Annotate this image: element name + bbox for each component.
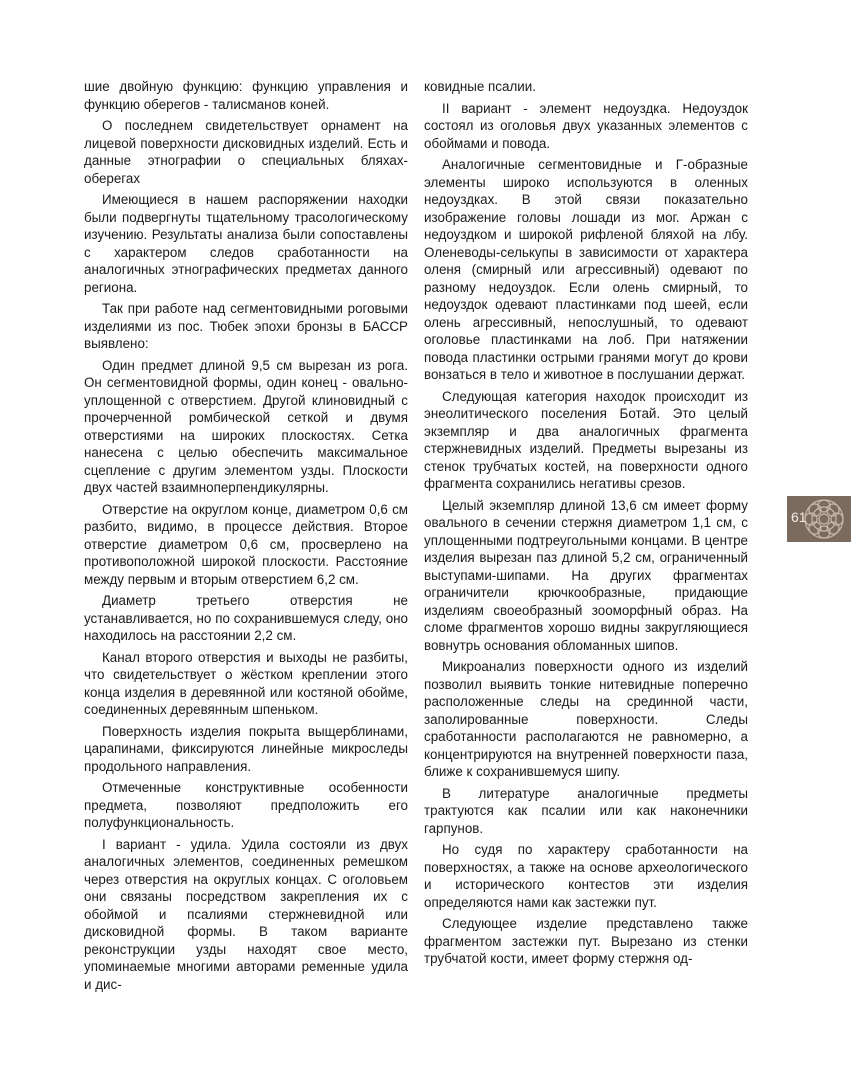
paragraph: Следующее изделие представлено также фрагментом застежки пут. Вырезано из стенки трубчатой кости, имеет форму стержня од- bbox=[424, 916, 748, 966]
paragraph: Аналогичные сегментовидные и Г-образные элементы широко используются в оленных недоуздках. В этой связи показательно изображение головы лошади из мог. Аржан с недоуздком и широкой рифленой бляхой на лбу. Оленеводы-селькупы в зависимости от характера оленя (смирный или агрессивный) одевают по разному недоуздок. Если олень смирный, то недоуздок одевают пластинками под шеей, если олень агрессивный, непослушный, то одевают оголовье пластинками на лоб. При натяжении повода пластинки острыми гранями могут до крови вонзаться в тело и животное в послушании держат. bbox=[424, 157, 748, 382]
paragraph: Имеющиеся в нашем распоряжении находки были подвергнуты тщательному трасологическому изучению. Результаты анализа были сопоставлены с характером следов сработанности на аналогичных этнографических предметах данного региона. bbox=[84, 192, 408, 295]
paragraph: Следующая категория находок происходит из энеолитического поселения Ботай. Это целый экземпляр и два аналогичных фрагмента стержневидных изделий. Предметы вырезаны из стенок трубчатых костей, на поверхности одного фрагмента сохранились негативы срезов. bbox=[424, 388, 748, 491]
paragraph: Целый экземпляр длиной 13,6 см имеет форму овального в сечении стержня диаметром 1,1 см, с уплощенными подтреугольными концами. В центре изделия вырезан паз длиной 5,2 см, ограниченный выступами-шипами. На других фрагментах ограничители крючкообразные, придающие изделиям своеобразный зооморфный образ. На сломе фрагментов хорошо видны закругляющиеся вовнутрь основания обломанных шипов. bbox=[424, 497, 748, 653]
rosette-ornament-icon bbox=[803, 498, 845, 540]
paragraph: Так при работе над сегментовидными роговыми изделиями из пос. Тюбек эпохи бронзы в БАССР выявлено: bbox=[84, 301, 408, 351]
paragraph: Отмеченные конструктивные особенности предмета, позволяют предположить его полуфункциональность. bbox=[84, 780, 408, 830]
left-text-column bbox=[84, 78, 408, 997]
paragraph: Канал второго отверстия и выходы не разбиты, что свидетельствует о жёстком креплении этого конца изделия в деревянной или костяной обойме, соединенных деревянным шпеньком. bbox=[84, 649, 408, 717]
paragraph: Диаметр третьего отверстия не устанавливается, но по сохранившемуся следу, оно находилось на расстоянии 2,2 см. bbox=[84, 593, 408, 643]
paragraph: I вариант - удила. Удила состояли из двух аналогичных элементов, соединенных ремешком через отверстия на округлых концах. С оголовьем они связаны посредством закрепления их с обоймой и псалиями стержневидной или дисковидной формы. В таком варианте реконструкции узды находят свое место, упоминаемые многими авторами ременные удила и дис- bbox=[84, 836, 408, 992]
paragraph: Микроанализ поверхности одного из изделий позволил выявить тонкие нитевидные поперечно расположенные следы на срединной части, заполированные поверхности. Следы сработанности располагаются не равномерно, а концентрируются на внутренней поверхности паза, ближе к сохранившемуся шипу. bbox=[424, 659, 748, 779]
page-number: 61 bbox=[791, 509, 807, 525]
paragraph: Но судя по характеру сработанности на поверхностях, а также на основе археологического и исторического контестов эти изделия определяются нами как застежки пут. bbox=[424, 842, 748, 910]
paragraph: ковидные псалии. bbox=[424, 79, 536, 94]
right-text-column bbox=[424, 78, 748, 972]
paragraph: II вариант - элемент недоуздка. Недоуздок состоял из оголовья двух указанных элементов с обоймами и повода. bbox=[424, 100, 748, 151]
paragraph: О последнем свидетельствует орнамент на лицевой поверхности дисковидных изделий. Есть и данные этнографии о специальных бляхах-оберегах bbox=[84, 118, 408, 186]
paragraph: Отверстие на округлом конце, диаметром 0,6 см разбито, видимо, в процессе действия. Второе отверстие диаметром 0,6 см, просверлено на противоположной широкой плоскости. Расстояние между первым и вторым отверстием 6,2 см. bbox=[84, 501, 408, 587]
paragraph: В литературе аналогичные предметы трактуются как псалии или как наконечники гарпунов. bbox=[424, 785, 748, 836]
paragraph: Один предмет длиной 9,5 см вырезан из рога. Он сегментовидной формы, один конец - овально-уплощенной с отверстием. Другой клиновидный с прочерченной ромбической сеткой и двумя отверстиями на широких плоскостях. Сетка нанесена с целью обеспечить максимальное сцепление с другим элементом узды. Плоскости двух частей взаимноперпендикулярны. bbox=[84, 357, 408, 495]
paragraph: шие двойную функцию: функцию управления и функцию оберегов - талисманов коней. bbox=[84, 79, 408, 112]
paragraph: Поверхность изделия покрыта выщерблинами, царапинами, фиксируются линейные микроследы продольного направления. bbox=[84, 723, 408, 774]
